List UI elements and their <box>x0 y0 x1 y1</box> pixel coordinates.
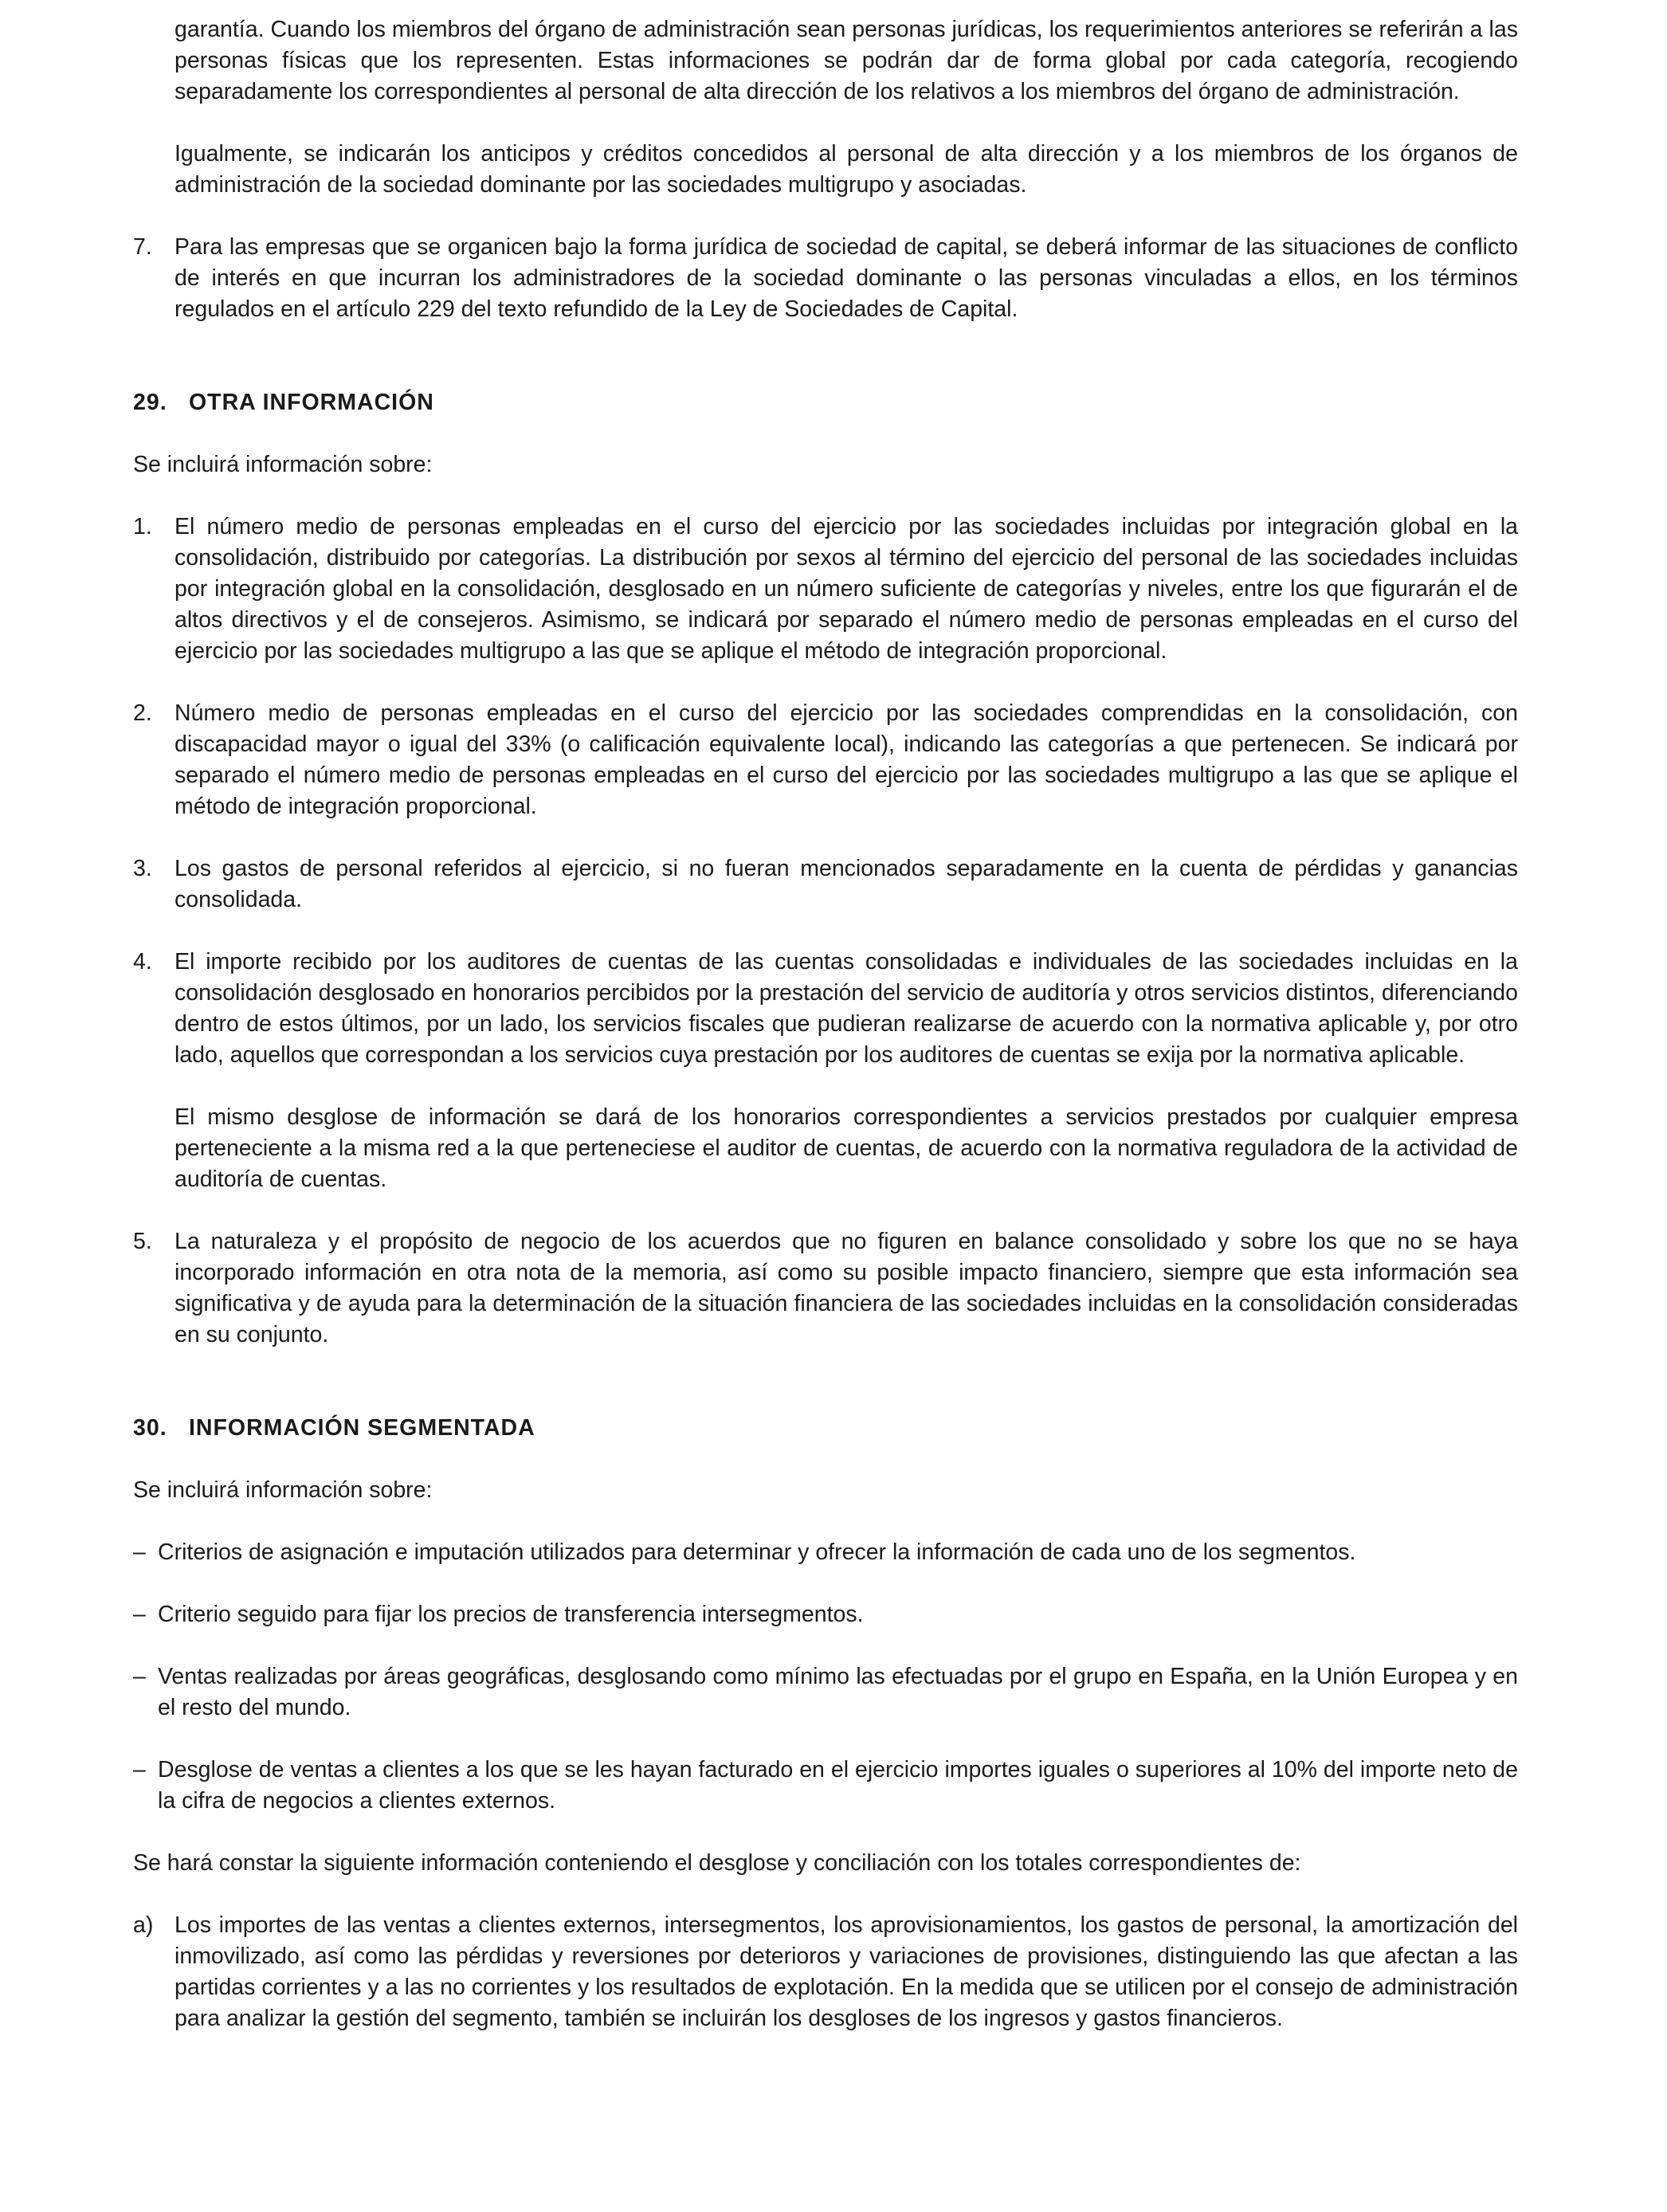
list-item-2 <box>133 698 1518 822</box>
list-item-4-continuation: El mismo desglose de información se dará de los honorarios correspondientes a servicios prestados por cualquier empresa perteneciente a la misma red a la que perteneciese el auditor de cuentas, de acuerdo con la normativa reguladora de la actividad de auditoría de cuentas. <box>175 1104 1518 1192</box>
list-item-text: La naturaleza y el propósito de negocio de los acuerdos que no figuren en balance consolidado y sobre los que no se haya incorporado información en otra nota de la memoria, así como su posible impacto financiero, siempre que esta información sea significativa y de ayuda para la determinación de la situación financiera de las sociedades incluidas en la consolidación consideradas en su conjunto. <box>175 1229 1518 1347</box>
list-item-a <box>133 1910 1518 2034</box>
list-marker: 5. <box>133 1229 152 1254</box>
bullet-item <box>133 1599 1518 1630</box>
bullet-text: Criterios de asignación e imputación utilizados para determinar y ofrecer la información de cada uno de los segmentos. <box>158 1539 1356 1565</box>
paragraph-advances: Igualmente, se indicarán los anticipos y créditos concedidos al personal de alta dirección y a los miembros de los órganos de administración de la sociedad dominante por las sociedades multigrupo y asociadas. <box>175 141 1518 198</box>
list-item-text: Número medio de personas empleadas en el curso del ejercicio por las sociedades comprendidas en la consolidación, con discapacidad mayor o igual del 33% (o calificación equivalente local), indicando las categorías a que pertenecen. Se indicará por separado el número medio de personas empleadas en el curso del ejercicio por las sociedades multigrupo a las que se aplique el método de integración proporcional. <box>175 700 1518 819</box>
list-item-5 <box>133 1226 1518 1351</box>
list-marker: 1. <box>133 514 152 539</box>
list-item-text: El importe recibido por los auditores de cuentas de las cuentas consolidadas e individuales de las sociedades incluidas en la consolidación desglosado en honorarios percibidos por la prestación del servicio de auditoría y otros servicios distintos, diferenciando dentro de estos últimos, por un lado, los servicios fiscales que pudieran realizarse de acuerdo con la normativa aplicable y, por otro lado, aquellos que correspondan a los servicios cuya prestación por los auditores de cuentas se exija por la normativa aplicable. <box>175 949 1518 1068</box>
list-item-4 <box>133 947 1518 1071</box>
list-item-7 <box>133 232 1518 325</box>
section-title: INFORMACIÓN SEGMENTADA <box>189 1415 535 1441</box>
dash-marker: – <box>133 1539 146 1565</box>
section-title: OTRA INFORMACIÓN <box>189 390 434 415</box>
list-marker: 7. <box>133 234 152 260</box>
section-heading-30 <box>133 1413 1518 1444</box>
bullet-text: Desglose de ventas a clientes a los que se les hayan facturado en el ejercicio importes iguales o superiores al 10% del importe neto de la cifra de negocios a clientes externos. <box>158 1757 1518 1814</box>
list-item-1 <box>133 512 1518 667</box>
list-item-text: Para las empresas que se organicen bajo la forma jurídica de sociedad de capital, se deberá informar de las situaciones de conflicto de interés en que incurran los administradores de la sociedad dominante o las personas vinculadas a ellos, en los términos regulados en el artículo 229 del texto refundido de la Ley de Sociedades de Capital. <box>175 234 1518 322</box>
document-page <box>133 14 1518 2034</box>
dash-marker: – <box>133 1664 146 1689</box>
list-marker: a) <box>133 1912 154 1938</box>
section-heading-29 <box>133 387 1518 418</box>
list-marker: 3. <box>133 856 152 881</box>
section-number: 29. <box>133 390 167 415</box>
list-marker: 2. <box>133 700 152 726</box>
bullet-item <box>133 1537 1518 1568</box>
bullet-text: Criterio seguido para fijar los precios de transferencia intersegmentos. <box>158 1602 864 1627</box>
section-intro: Se incluirá información sobre: <box>133 452 433 477</box>
bullet-text: Ventas realizadas por áreas geográficas, desglosando como mínimo las efectuadas por el grupo en España, en la Unión Europea y en el resto del mundo. <box>158 1664 1518 1720</box>
paragraph-guarantee: garantía. Cuando los miembros del órgano de administración sean personas jurídicas, los requerimientos anteriores se referirán a las personas físicas que los representen. Estas informaciones se podrán dar de forma global por cada categoría, recogiendo separadamente los correspondientes al personal de alta dirección de los relativos a los miembros del órgano de administración. <box>175 17 1518 104</box>
bullet-item <box>133 1661 1518 1724</box>
dash-marker: – <box>133 1757 146 1783</box>
list-item-text: Los gastos de personal referidos al ejercicio, si no fueran mencionados separadamente en la cuenta de pérdidas y ganancias consolidada. <box>175 856 1518 912</box>
list-item-3 <box>133 853 1518 916</box>
dash-marker: – <box>133 1602 146 1627</box>
section-number: 30. <box>133 1415 167 1441</box>
list-item-text: El número medio de personas empleadas en el curso del ejercicio por las sociedades incluidas por integración global en la consolidación, distribuido por categorías. La distribución por sexos al término del ejercicio del personal de las sociedades incluidas por integración global en la consolidación, desglosado en un número suficiente de categorías y niveles, entre los que figurarán el de altos directivos y el de consejeros. Asimismo, se indicará por separado el número medio de personas empleadas en el curso del ejercicio por las sociedades multigrupo a las que se aplique el método de integración proporcional. <box>175 514 1518 664</box>
list-marker: 4. <box>133 949 152 975</box>
list-item-text: Los importes de las ventas a clientes externos, intersegmentos, los aprovisionamientos, los gastos de personal, la amortización del inmovilizado, así como las pérdidas y reversiones por deterioros y variaciones de provisiones, distinguiendo las que afectan a las partidas corrientes y a las no corrientes y los resultados de explotación. En la medida que se utilicen por el consejo de administración para analizar la gestión del segmento, también se incluirán los desgloses de los ingresos y gastos financieros. <box>175 1912 1518 2031</box>
section-intro: Se incluirá información sobre: <box>133 1477 433 1503</box>
bullet-item <box>133 1755 1518 1817</box>
lead-paragraph: Se hará constar la siguiente información conteniendo el desglose y conciliación con los totales correspondientes de: <box>133 1850 1301 1876</box>
